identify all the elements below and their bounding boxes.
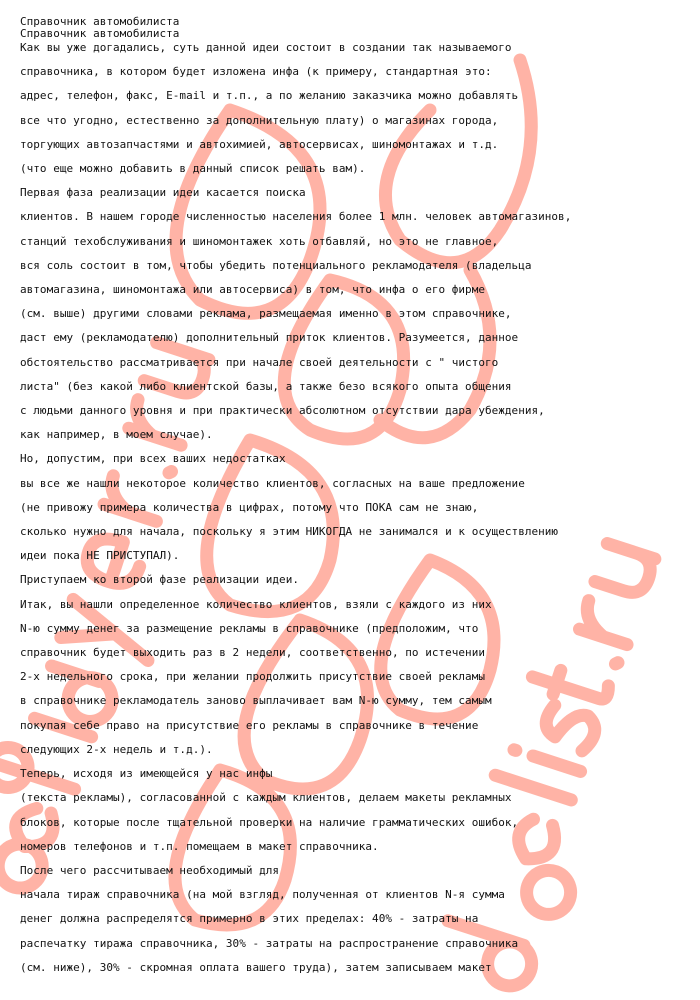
text-line: (см. выше) другими словами реклама, размещаемая именно в этом справочнике, [20,307,512,321]
text-line: (не привожу примера количества в цифрах, потому что ПОКА сам не знаю, [20,500,479,514]
text-line: клиентов. В нашем городе численностью населения более 1 млн. человек автомагазинов, [20,210,572,224]
text-line: Приступаем ко второй фазе реализации идеи. [20,573,299,587]
text-line: торгующих автозапчастями и автохимией, автосервисах, шиномонтажах и т.д. [20,137,499,151]
document-title-repeat: Справочник автомобилиста [20,27,180,40]
text-line: номеров телефонов и т.п. помещаем в макет справочника. [20,839,379,853]
text-line: начала тираж справочника (на мой взгляд, полученная от клиентов N-я сумма [20,888,505,902]
text-line: Итак, вы нашли определенное количество клиентов, взяли с каждого из них [20,597,492,611]
text-line: Но, допустим, при всех ваших недостатках [20,452,286,466]
document-body [20,36,690,980]
text-line: Первая фаза реализации идеи касается поиска [20,186,306,200]
text-line: Как вы уже догадались, суть данной идеи состоит в создании так называемого [20,41,512,54]
document-title: Справочник автомобилиста [20,15,180,28]
text-line: адрес, телефон, факс, E-mail и т.п., а по желанию заказчика можно добавлять [20,89,519,103]
text-line: сколько нужно для начала, поскольку я этим НИКОГДА не занимался и к осуществлению [20,525,559,539]
text-line: Теперь, исходя из имеющейся у нас инфы [20,767,273,781]
text-line: в справочнике рекламодатель заново выплачивает вам N-ю сумму, тем самым [20,694,492,708]
text-line: N-ю сумму денег за размещение рекламы в справочнике (предположим, что [20,621,479,635]
text-line: станций техобслуживания и шиномонтажек хоть отбавляй, но это не главное, [20,234,499,248]
text-line: денег должна распределятся примерно в этих пределах: 40% - затраты на [20,912,479,926]
text-line: следующих 2-х недель и т.д.). [20,742,213,756]
text-line: справочник будет выходить раз в 2 недели, соответственно, по истечении [20,646,485,660]
text-line: даст ему (рекламодателю) дополнительный приток клиентов. Разумеется, данное [20,331,519,345]
text-line: обстоятельство рассматривается при начале своей деятельности с " чистого [20,355,499,369]
text-line: распечатку тиража справочника, 30% - затраты на распространение справочника [20,936,519,950]
document [20,16,690,980]
text-line: справочника, в котором будет изложена инфа (к примеру, стандартная это: [20,65,492,79]
text-line: идеи пока НЕ ПРИСТУПАЛ). [20,549,180,563]
text-line: автомагазина, шиномонтажа или автосервиса) в том, что инфа о его фирме [20,283,485,297]
text-line: После чего рассчитываем необходимый для [20,863,280,877]
text-line: блоков, которые после тщательной проверки на наличие грамматических ошибок, [20,815,519,829]
text-line: как например, в моем случае). [20,428,213,442]
text-line: (текста рекламы), согласованной с каждым клиентов, делаем макеты рекламных [20,791,512,805]
text-line: (что еще можно добавить в данный список решать вам). [20,162,366,176]
text-line: 2-х недельного срока, при желании продолжить присутствие своей рекламы [20,670,485,684]
text-line: вся соль состоит в том, чтобы убедить потенциального рекламодателя (владельца [20,258,532,272]
text-line: вы все же нашли некоторое количество клиентов, согласных на ваше предложение [20,476,525,490]
text-line: (см. ниже), 30% - скромная оплата вашего труда), затем записываем макет [20,960,492,974]
text-line: все что угодно, естественно за дополнительную плату) о магазинах города, [20,113,499,127]
text-line: покупая себе право на присутствие его рекламы в справочнике в течение [20,718,479,732]
text-line: листа" (без какой либо клиентской базы, а также безо всякого опыта общения [20,379,512,393]
text-line: с людьми данного уровня и при практически абсолютном отсутствии дара убеждения, [20,404,545,418]
